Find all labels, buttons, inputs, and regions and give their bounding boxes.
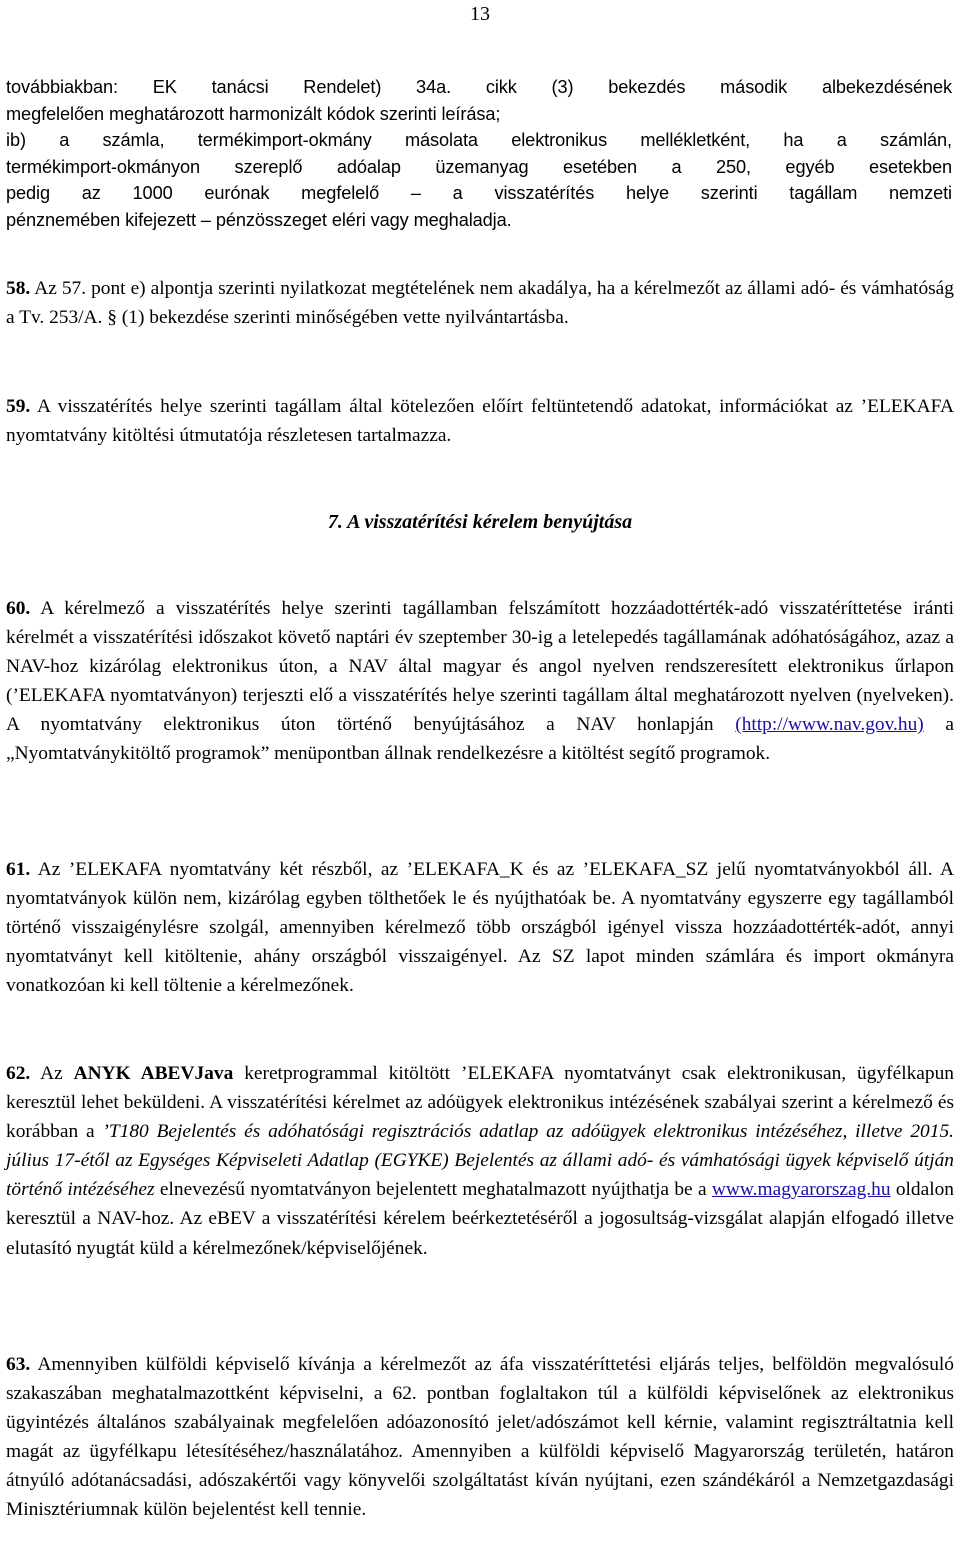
paragraph-number: 59. [6, 396, 31, 417]
paragraph-number: 63. [6, 1354, 31, 1375]
paragraph-number: 62. [6, 1063, 31, 1084]
paragraph-text: a „Nyomtatványkitöltő programok” menüpontban állnak rendelkezésre a kitöltést segítő programok. [6, 714, 954, 765]
form-title-italic: ’T180 Bejelentés és adóhatósági regisztrációs adatlap az adóügyek elektronikus intézéséhez, illetve 2015. július 17-étől az Egységes Képviseleti Adatlap (EGYKE) Bejelentés az állami adó- és vámhatósági ügyek képviselő útján történő intézéséhez [6, 1121, 954, 1201]
software-name: ANYK ABEVJava [73, 1063, 234, 1084]
paragraph-text: elnevezésű nyomtatványon bejelentett meghatalmazott nyújthatja be a [154, 1179, 712, 1201]
paragraph-text: A visszatérítés helye szerinti tagállam által kötelezően előírt feltüntetendő adatokat, információkat az ’ELEKAFA nyomtatvány kitöltési útmutatója részletesen tartalmazza. [6, 396, 955, 447]
paragraph-text: Az [40, 1063, 74, 1084]
paragraph-60 [6, 594, 954, 769]
section-heading: 7. A visszatérítési kérelem benyújtása [327, 511, 633, 533]
text-line: továbbiakban: EK tanácsi Rendelet) 34a. cikk (3) bekezdés második albekezdésének [6, 77, 952, 97]
magyarorszag-link[interactable]: www.magyarorszag.hu [711, 1179, 891, 1201]
paragraph-text: oldalon keresztül a NAV-hoz. Az eBEV a visszatérítési kérelem beérkeztetéséről a jogosultság-vizsgálat alapján elfogadó illetve elutasító nyugtát küld a kérelmezőnek/képviselőjének. [6, 1179, 955, 1259]
item-ib-continuation [6, 74, 952, 234]
paragraph-63 [6, 1350, 954, 1525]
paragraph-text: Az 57. pont e) alpontja szerinti nyilatkozat megtételének nem akadálya, ha a kérelmezőt az állami adó- és vámhatóság a Tv. 253/A. § (1) bekezdése szerinti minőségében vette nyilvántartásba. [6, 278, 954, 329]
paragraph-58 [6, 274, 954, 332]
paragraph-59 [6, 392, 954, 450]
nav-website-link[interactable]: (http://www.nav.gov.hu) [735, 714, 924, 736]
paragraph-number: 60. [6, 598, 31, 619]
paragraph-text: A kérelmező a visszatérítés helye szerinti tagállamban felszámított hozzáadottérték-adó visszatéríttetése iránti kérelmét a visszatérítési időszakot követő naptári év szeptember 30-ig a letelepedés tagállamának adóhatóságához, azaz a NAV-hoz kizárólag elektronikus úton, a NAV által magyar és angol nyelven rendszeresített elektronikus űrlapon (’ELEKAFA nyomtatványon) terjeszti elő a visszatérítés helye szerinti tagállam által meghatározott nyelven (nyelveken). A nyomtatvány elektronikus úton történő benyújtásához a NAV honlapján [6, 598, 954, 736]
paragraph-number: 58. [6, 278, 31, 299]
paragraph-number: 61. [6, 859, 31, 880]
text-line: megfelelően meghatározott harmonizált kódok szerinti leírása; [6, 103, 501, 124]
paragraph-text: Amennyiben külföldi képviselő kívánja a kérelmezőt az áfa visszatéríttetési eljárás teljes, belföldön megvalósuló szakaszában meghatalmazottként képviselni, a 62. pontban foglaltakon túl a külföldi képviselőnek az elektronikus ügyintézés általános szabályainak megfelelően adóazonosító jelet/adószámot kell kérnie, valamint regisztráltatnia kell magát az ügyfélkapu létesítéséhez/használatához. Amennyiben a külföldi képviselő Magyarország területén, határon átnyúló adótanácsadási, adószakértői vagy könyvelői szolgáltatást kíván nyújtani, ezen szándékáról a Nemzetgazdasági Minisztériumnak külön bejelentést kell tennie. [6, 1354, 954, 1521]
page-number: 13 [470, 3, 490, 25]
paragraph-text: Az ’ELEKAFA nyomtatvány két részből, az ’ELEKAFA_K és az ’ELEKAFA_SZ jelű nyomtatványokból áll. A nyomtatványok külön nem, kizárólag egyben tölthetőek le és nyújthatóak be. A nyomtatvány egyszerre egy tagállamból történő visszaigénylésre szolgál, amennyiben kérelmező több országból igényel vissza hozzáadottérték-adót, annyi nyomtatványt kell kitöltenie, ahány országból visszaigényel. Az SZ lapot minden számlára és import okmányra vonatkozóan ki kell töltenie a kérelmezőnek. [6, 859, 954, 997]
text-line: ib) a számla, termékimport-okmány másolata elektronikus mellékletként, ha a számlán, [6, 130, 952, 151]
paragraph-text: keretprogrammal kitöltött ’ELEKAFA nyomtatványt csak elektronikusan, ügyfélkapun keresztül lehet beküldeni. A visszatérítési kérelmet az adóügyek elektronikus intézésének szabályai szerint a kérelmező és korábban a [6, 1063, 954, 1143]
text-line: termékimport-okmányon szereplő adóalap üzemanyag esetében a 250, egyéb esetekben [6, 156, 952, 177]
text-line: pénznemében kifejezett – pénzösszeget eléri vagy meghaladja. [6, 209, 512, 230]
text-line: pedig az 1000 eurónak megfelelő – a visszatérítés helye szerinti tagállam nemzeti [6, 183, 952, 204]
paragraph-61 [6, 855, 954, 1000]
paragraph-62 [6, 1059, 954, 1263]
